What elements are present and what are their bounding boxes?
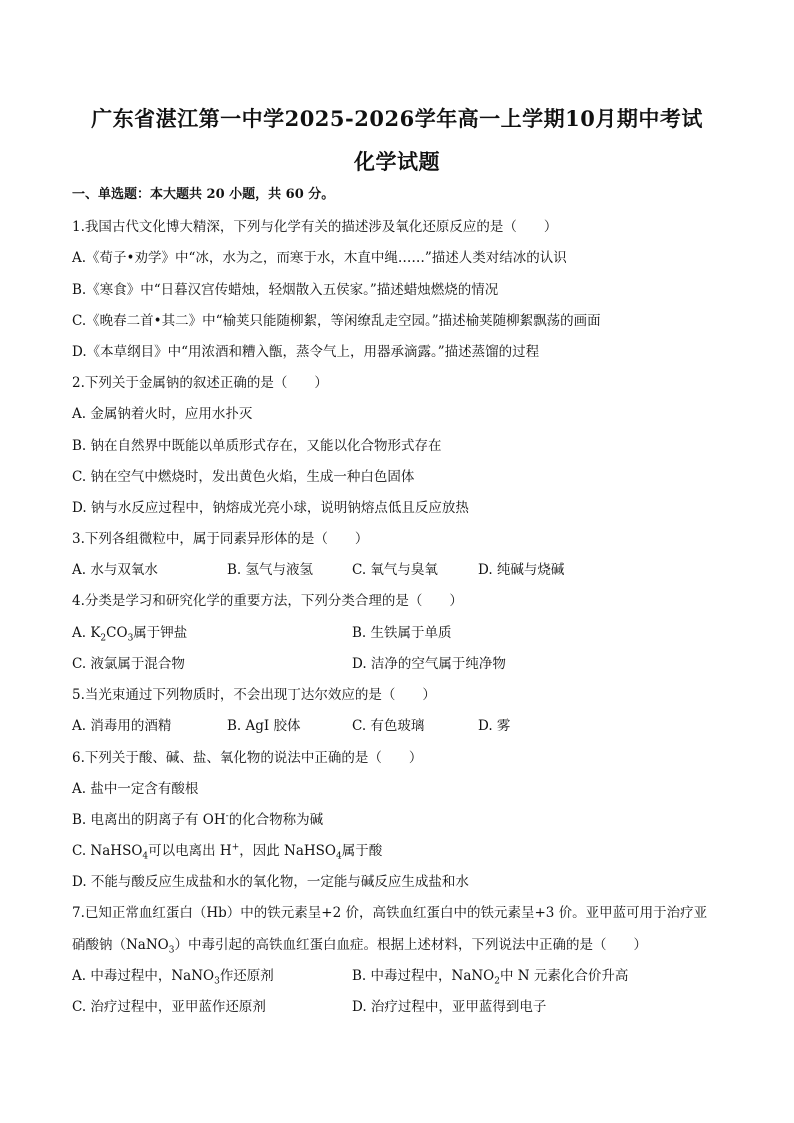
- question-2-stem: 2.下列关于金属钠的叙述正确的是（ ）: [72, 375, 328, 391]
- question-4-stem: 4.分类是学习和研究化学的重要方法，下列分类合理的是（ ）: [72, 593, 463, 609]
- q6-b-pre: B. 电离出的阴离子有 OH: [72, 812, 226, 828]
- question-1-stem: 1.我国古代文化博大精深，下列与化学有关的描述涉及氧化还原反应的是（ ）: [72, 219, 558, 235]
- question-7-stem-line1: 7.已知正常血红蛋白（Hb）中的铁元素呈+2 价，高铁血红蛋白中的铁元素呈+3 价。亚甲蓝可用于治疗亚: [72, 905, 708, 921]
- q4-a-sub1: 2: [100, 633, 107, 644]
- question-5-option-a: A. 消毒用的酒精: [72, 718, 172, 734]
- question-6-option-b: [72, 811, 732, 829]
- q7-a-sub: 3: [214, 976, 220, 987]
- q6-c-post: 属于酸: [341, 843, 383, 859]
- q6-c-mid: 可以电离出 H: [148, 843, 232, 859]
- question-5-option-b: B. AgI 胶体: [227, 718, 301, 734]
- question-3-option-b: B. 氢气与液氢: [227, 562, 314, 578]
- q6-c-sub2: 4: [336, 851, 342, 862]
- question-3-option-a: A. 水与双氧水: [72, 562, 158, 578]
- question-4-option-b: B. 生铁属于单质: [352, 625, 452, 641]
- q6-b-sup: -: [225, 811, 229, 822]
- question-3-option-c: C. 氧气与臭氧: [352, 562, 438, 578]
- q4-a-post: 属于钾盐: [133, 625, 188, 641]
- q7-a-pre: A. 中毒过程中，NaNO: [72, 968, 215, 984]
- question-6-stem: 6.下列关于酸、碱、盐、氧化物的说法中正确的是（ ）: [72, 750, 423, 766]
- exam-title: 广东省湛江第一中学2025-2026学年高一上学期10月期中考试: [91, 106, 703, 131]
- q7-b-post: 中 N 元素化合价升高: [499, 968, 629, 984]
- question-6-option-c: [72, 842, 732, 860]
- question-7-option-d: D. 治疗过程中，亚甲蓝得到电子: [352, 999, 547, 1015]
- q7-a-post: 作还原剂: [219, 968, 274, 984]
- question-1-option-c: C.《晚春二首•其二》中“榆荚只能随柳絮，等闲缭乱走空园。”描述榆荚随柳絮飘荡的画面: [72, 313, 601, 329]
- question-6-option-d: D. 不能与酸反应生成盐和水的氧化物，一定能与碱反应生成盐和水: [72, 874, 469, 890]
- q7-b-pre: B. 中毒过程中，NaNO: [352, 968, 495, 984]
- q7-stem2-sub: 3: [168, 945, 175, 956]
- question-2-option-a: A. 金属钠着火时，应用水扑灭: [72, 406, 253, 422]
- question-5-stem: 5.当光束通过下列物质时，不会出现丁达尔效应的是（ ）: [72, 687, 436, 703]
- question-7-option-a: [72, 967, 274, 985]
- question-3-stem: 3.下列各组微粒中，属于同素异形体的是（ ）: [72, 531, 369, 547]
- section-heading: 一、单选题：本大题共 20 小题，共 60 分。: [72, 187, 335, 202]
- q7-b-sub: 2: [494, 976, 500, 987]
- question-2-option-b: B. 钠在自然界中既能以单质形式存在，又能以化合物形式存在: [72, 438, 442, 454]
- question-4-option-c: C. 液氯属于混合物: [72, 656, 185, 672]
- question-2-option-c: C. 钠在空气中燃烧时，发出黄色火焰，生成一种白色固体: [72, 469, 415, 485]
- question-7-option-b: [352, 967, 628, 985]
- q6-c-pre: C. NaHSO: [72, 843, 143, 859]
- q7-stem2-pre: 硝酸钠（NaNO: [72, 937, 169, 953]
- q6-c-sub1: 4: [142, 851, 149, 862]
- q6-c-sup: +: [231, 842, 240, 853]
- q4-a-sub2: 3: [127, 633, 134, 644]
- exam-subtitle: 化学试题: [354, 149, 440, 174]
- question-7-option-c: C. 治疗过程中，亚甲蓝作还原剂: [72, 999, 266, 1015]
- question-4-option-a: [72, 624, 187, 642]
- question-1-option-a: A.《荀子•劝学》中“冰，水为之，而寒于水，木直中绳……”描述人类对结冰的认识: [72, 250, 567, 266]
- question-5-option-d: D. 雾: [478, 718, 511, 734]
- q7-stem2-post: ）中毒引起的高铁血红蛋白血症。根据上述材料，下列说法中正确的是（ ）: [174, 937, 647, 953]
- question-4-option-d: D. 洁净的空气属于纯净物: [352, 656, 506, 672]
- q4-a-mid: CO: [106, 625, 128, 641]
- question-5-option-c: C. 有色玻璃: [352, 718, 425, 734]
- q4-a-pre: A. K: [72, 625, 101, 641]
- question-6-option-a: A. 盐中一定含有酸根: [72, 781, 199, 797]
- question-3-option-d: D. 纯碱与烧碱: [478, 562, 565, 578]
- q6-c-mid2: ，因此 NaHSO: [239, 843, 336, 859]
- question-2-option-d: D. 钠与水反应过程中，钠熔成光亮小球，说明钠熔点低且反应放热: [72, 500, 469, 516]
- question-1-option-b: B.《寒食》中“日暮汉宫传蜡烛，轻烟散入五侯家。”描述蜡烛燃烧的情况: [72, 282, 499, 298]
- question-1-option-d: D.《本草纲目》中“用浓酒和糟入甑，蒸令气上，用器承滴露。”描述蒸馏的过程: [72, 344, 540, 360]
- question-7-stem-line2: [72, 936, 732, 954]
- q6-b-post: 的化合物称为碱: [228, 812, 324, 828]
